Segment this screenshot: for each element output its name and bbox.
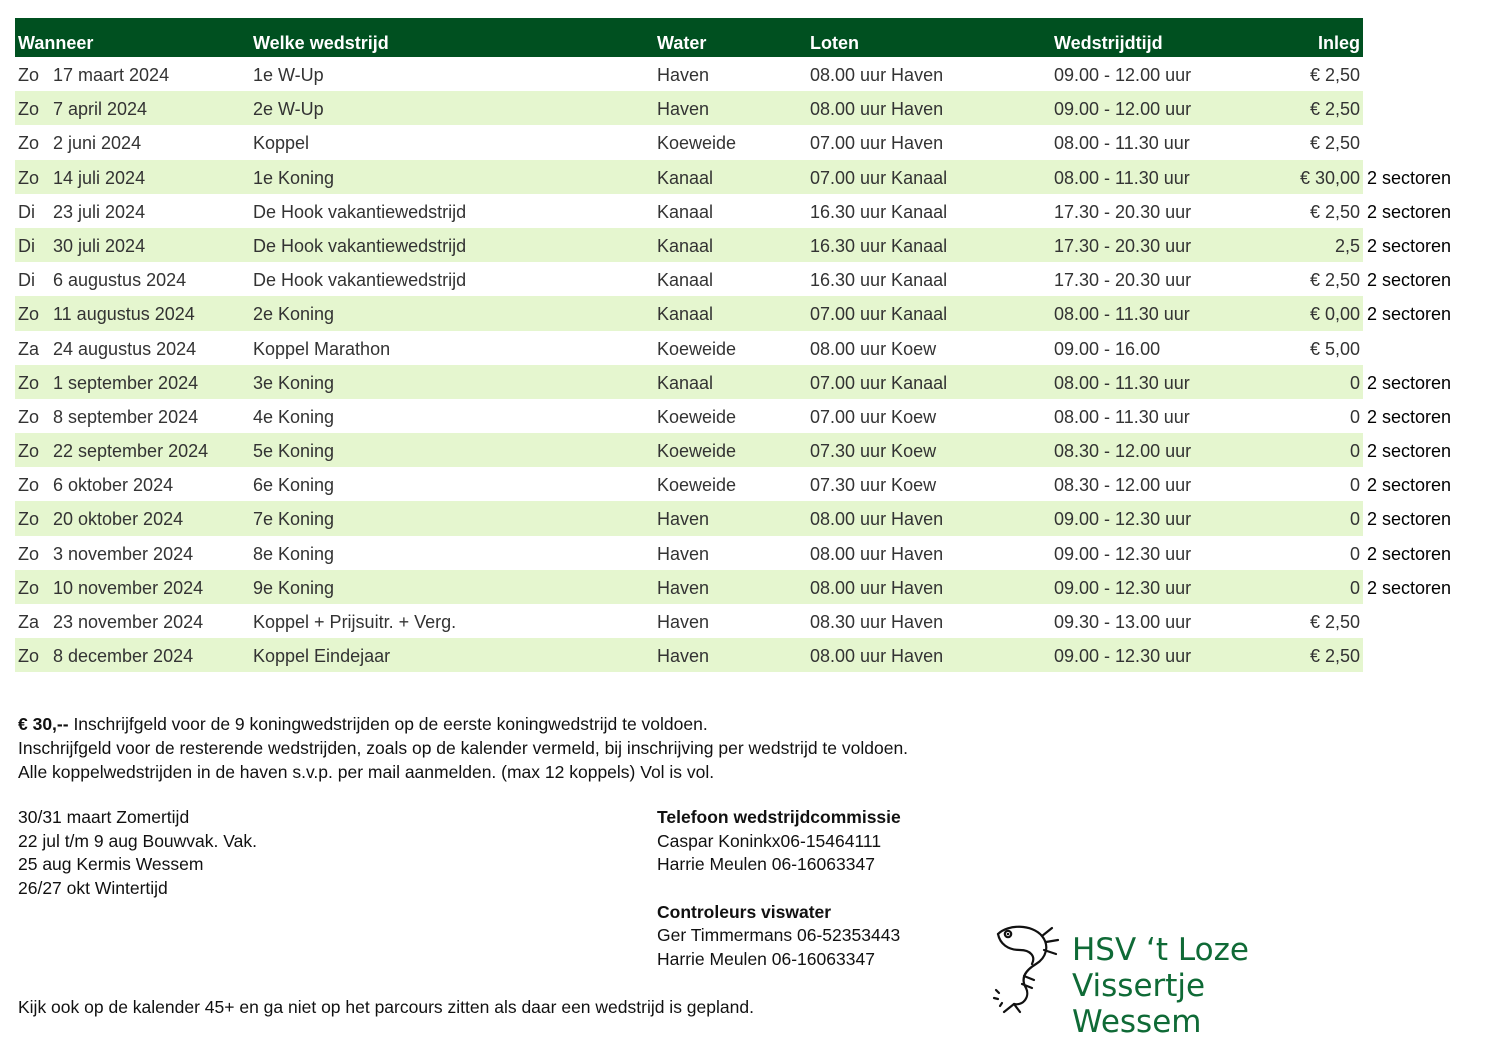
fee-amount: € 30,--: [18, 714, 69, 734]
cell-sectors: 2 sectoren: [1367, 509, 1452, 530]
cell-time: 08.00 - 11.30 uur: [1054, 167, 1190, 188]
cell-fee: € 0,00: [1309, 304, 1360, 325]
cell-time: 08.00 - 11.30 uur: [1054, 133, 1190, 154]
cell-match: De Hook vakantiewedstrijd: [253, 201, 467, 222]
cell-fee: 2,5: [1334, 235, 1360, 256]
special-dates: [18, 806, 257, 900]
logo-text: [1072, 932, 1370, 1040]
cell-day: Zo: [18, 475, 40, 496]
cell-match: 4e Koning: [253, 406, 335, 427]
logo-line-2: Wessem: [1072, 1004, 1202, 1040]
cell-water: Haven: [657, 65, 710, 85]
cell-fee: 0: [1349, 441, 1360, 462]
cell-date: 23 november 2024: [53, 612, 204, 632]
cell-match: 9e Koning: [253, 577, 335, 598]
cell-fee: € 2,50: [1309, 65, 1360, 85]
table-row: [15, 399, 1452, 433]
cell-date: 17 maart 2024: [53, 65, 170, 85]
cell-date: 7 april 2024: [53, 99, 148, 120]
table-row: [15, 91, 1363, 125]
cell-day: Zo: [18, 167, 40, 188]
cell-time: 09.00 - 12.30 uur: [1054, 577, 1192, 598]
cell-day: Zo: [18, 372, 40, 393]
footer-note: Kijk ook op de kalender 45+ en ga niet op het parcours zitten als daar een wedstrijd is gepland.: [18, 997, 754, 1017]
cell-sectors: 2 sectoren: [1367, 201, 1452, 222]
cell-draw: 16.30 uur Kanaal: [810, 201, 948, 222]
table-row: [15, 160, 1452, 194]
cell-match: 2e W-Up: [253, 99, 324, 120]
cell-draw: 07.00 uur Kanaal: [810, 167, 948, 188]
cell-day: Za: [18, 612, 40, 632]
phone-title: Telefoon wedstrijdcommissie: [657, 807, 901, 827]
cell-draw: 07.00 uur Koew: [810, 406, 937, 427]
cell-time: 09.00 - 12.30 uur: [1054, 646, 1192, 667]
phone-entry: Caspar Koninkx06-15464111: [657, 830, 882, 851]
cell-match: 5e Koning: [253, 441, 335, 462]
cell-match: Koppel: [253, 133, 310, 154]
cell-date: 2 juni 2024: [53, 133, 142, 154]
cell-date: 24 augustus 2024: [53, 338, 197, 359]
contact-info: [657, 806, 901, 971]
cell-water: Haven: [657, 99, 710, 120]
cell-sectors: 2 sectoren: [1367, 235, 1452, 256]
table-row: [15, 536, 1452, 570]
fee-note-2: Inschrijfgeld voor de resterende wedstrijden, zoals op de kalender vermeld, bij inschrijving per wedstrijd te voldoen.: [18, 738, 909, 758]
cell-day: Di: [18, 201, 35, 222]
cell-draw: 08.00 uur Haven: [810, 577, 944, 598]
cell-fee: € 30,00: [1299, 167, 1360, 188]
cell-day: Zo: [18, 543, 40, 564]
cell-fee: 0: [1349, 577, 1360, 598]
cell-water: Koeweide: [657, 441, 737, 462]
schedule-table: [15, 18, 1452, 672]
cell-draw: 08.30 uur Haven: [810, 612, 944, 632]
cell-fee: 0: [1349, 406, 1360, 427]
cell-date: 30 juli 2024: [53, 235, 146, 256]
cell-fee: 0: [1349, 372, 1360, 393]
cell-water: Kanaal: [657, 372, 714, 393]
cell-fee: € 2,50: [1309, 99, 1360, 120]
table-row: [15, 604, 1363, 638]
cell-fee: € 2,50: [1309, 201, 1360, 222]
cell-water: Koeweide: [657, 475, 737, 496]
cell-time: 08.00 - 11.30 uur: [1054, 304, 1190, 325]
fee-note-1: [18, 712, 908, 736]
table-row: [15, 262, 1452, 296]
cell-draw: 07.00 uur Kanaal: [810, 304, 948, 325]
cell-water: Koeweide: [657, 133, 737, 154]
cell-date: 10 november 2024: [53, 577, 204, 598]
header-loten: Loten: [810, 33, 859, 53]
cell-day: Za: [18, 338, 40, 359]
cell-water: Kanaal: [657, 235, 714, 256]
cell-day: Zo: [18, 406, 40, 427]
cell-fee: € 5,00: [1309, 338, 1360, 359]
table-row: [15, 194, 1452, 228]
phone-entry: Harrie Meulen 06-16063347: [657, 854, 875, 874]
cell-match: 3e Koning: [253, 372, 335, 393]
cell-sectors: 2 sectoren: [1367, 270, 1452, 291]
table-body: [15, 57, 1452, 672]
cell-draw: 07.00 uur Haven: [810, 133, 944, 154]
cell-fee: € 2,50: [1309, 612, 1360, 632]
cell-sectors: 2 sectoren: [1367, 543, 1452, 564]
cell-time: 08.30 - 12.00 uur: [1054, 441, 1192, 462]
cell-time: 09.00 - 12.30 uur: [1054, 509, 1192, 530]
cell-day: Zo: [18, 99, 40, 120]
cell-water: Kanaal: [657, 270, 714, 291]
cell-time: 08.00 - 11.30 uur: [1054, 372, 1190, 393]
date-line: 30/31 maart Zomertijd: [18, 807, 190, 827]
table-row: [15, 57, 1363, 91]
header-wedstrijdtijd: Wedstrijdtijd: [1054, 33, 1163, 53]
table-row: [15, 433, 1452, 467]
cell-day: Zo: [18, 304, 40, 325]
cell-date: 8 december 2024: [53, 646, 194, 667]
cell-sectors: 2 sectoren: [1367, 577, 1452, 598]
cell-draw: 08.00 uur Haven: [810, 543, 944, 564]
cell-draw: 16.30 uur Kanaal: [810, 270, 948, 291]
cell-time: 17.30 - 20.30 uur: [1054, 235, 1192, 256]
cell-match: 2e Koning: [253, 304, 335, 325]
cell-draw: 16.30 uur Kanaal: [810, 235, 948, 256]
cell-draw: 08.00 uur Haven: [810, 509, 944, 530]
fee-note-3: Alle koppelwedstrijden in de haven s.v.p. per mail aanmelden. (max 12 koppels) Vol is vol.: [18, 762, 715, 782]
cell-date: 3 november 2024: [53, 543, 194, 564]
header-water: Water: [657, 33, 707, 53]
control-title: Controleurs viswater: [657, 901, 832, 922]
cell-day: Di: [18, 270, 35, 291]
cell-sectors: 2 sectoren: [1367, 167, 1452, 188]
table-row: [15, 638, 1363, 672]
cell-time: 09.00 - 12.00 uur: [1054, 99, 1192, 120]
cell-match: 1e W-Up: [253, 65, 324, 85]
cell-date: 20 oktober 2024: [53, 509, 184, 530]
cell-time: 09.00 - 12.30 uur: [1054, 543, 1192, 564]
cell-date: 23 juli 2024: [53, 201, 146, 222]
cell-match: 6e Koning: [253, 475, 335, 496]
table-row: [15, 228, 1452, 262]
control-entry: Harrie Meulen 06-16063347: [657, 948, 875, 969]
cell-day: Zo: [18, 65, 40, 85]
cell-water: Haven: [657, 543, 710, 564]
cell-day: Zo: [18, 577, 40, 598]
fish-icon: [990, 920, 1065, 1015]
cell-date: 8 september 2024: [53, 406, 199, 427]
table-header: [15, 18, 1363, 57]
cell-water: Kanaal: [657, 167, 714, 188]
cell-sectors: 2 sectoren: [1367, 475, 1452, 496]
cell-water: Kanaal: [657, 304, 714, 325]
header-wanneer: Wanneer: [18, 33, 94, 53]
date-line: 26/27 okt Wintertijd: [18, 877, 168, 898]
cell-date: 1 september 2024: [53, 372, 199, 393]
fee-notes: [18, 712, 908, 784]
cell-time: 09.30 - 13.00 uur: [1054, 612, 1192, 632]
cell-fee: 0: [1349, 543, 1360, 564]
cell-sectors: 2 sectoren: [1367, 372, 1452, 393]
cell-draw: 07.00 uur Kanaal: [810, 372, 948, 393]
club-logo: [990, 920, 1370, 1040]
table-row: [15, 296, 1452, 330]
cell-fee: € 2,50: [1309, 270, 1360, 291]
cell-match: De Hook vakantiewedstrijd: [253, 235, 467, 256]
date-line: 22 jul t/m 9 aug Bouwvak. Vak.: [18, 830, 257, 851]
cell-time: 17.30 - 20.30 uur: [1054, 270, 1192, 291]
cell-water: Haven: [657, 612, 710, 632]
table-row: [15, 365, 1452, 399]
cell-draw: 08.00 uur Haven: [810, 646, 944, 667]
cell-water: Kanaal: [657, 201, 714, 222]
cell-fee: 0: [1349, 509, 1360, 530]
cell-match: 8e Koning: [253, 543, 335, 564]
cell-draw: 08.00 uur Haven: [810, 99, 944, 120]
cell-water: Haven: [657, 509, 710, 530]
table-row: [15, 331, 1363, 365]
fee-note-1-text: Inschrijfgeld voor de 9 koningwedstrijden op de eerste koningwedstrijd te voldoen.: [68, 714, 708, 734]
control-entry: Ger Timmermans 06-52353443: [657, 925, 901, 945]
cell-water: Koeweide: [657, 338, 737, 359]
cell-draw: 07.30 uur Koew: [810, 441, 937, 462]
table-row: [15, 467, 1452, 501]
cell-draw: 07.30 uur Koew: [810, 475, 937, 496]
cell-sectors: 2 sectoren: [1367, 304, 1452, 325]
cell-time: 08.00 - 11.30 uur: [1054, 406, 1190, 427]
cell-fee: 0: [1349, 475, 1360, 496]
cell-date: 6 oktober 2024: [53, 475, 174, 496]
cell-day: Zo: [18, 133, 40, 154]
cell-day: Zo: [18, 441, 40, 462]
table-row: [15, 501, 1452, 535]
cell-match: Koppel Marathon: [253, 338, 391, 359]
cell-water: Haven: [657, 646, 710, 667]
cell-match: Koppel + Prijsuitr. + Verg.: [253, 612, 457, 632]
cell-day: Di: [18, 235, 35, 256]
cell-match: Koppel Eindejaar: [253, 646, 391, 667]
date-line: 25 aug Kermis Wessem: [18, 854, 204, 874]
cell-sectors: 2 sectoren: [1367, 406, 1452, 427]
cell-date: 6 augustus 2024: [53, 270, 187, 291]
cell-fee: € 2,50: [1309, 133, 1360, 154]
logo-line-1: HSV ‘t Loze Vissertje: [1072, 932, 1249, 1004]
cell-match: 1e Koning: [253, 167, 335, 188]
cell-time: 09.00 - 12.00 uur: [1054, 65, 1192, 85]
table-row: [15, 125, 1363, 159]
cell-fee: € 2,50: [1309, 646, 1360, 667]
cell-sectors: 2 sectoren: [1367, 441, 1452, 462]
cell-time: 17.30 - 20.30 uur: [1054, 201, 1192, 222]
cell-day: Zo: [18, 646, 40, 667]
cell-match: 7e Koning: [253, 509, 335, 530]
cell-match: De Hook vakantiewedstrijd: [253, 270, 467, 291]
table-row: [15, 570, 1452, 604]
header-welke-wedstrijd: Welke wedstrijd: [253, 33, 389, 53]
cell-draw: 08.00 uur Haven: [810, 65, 944, 85]
header-inleg: Inleg: [1317, 33, 1360, 53]
cell-day: Zo: [18, 509, 40, 530]
cell-date: 14 juli 2024: [53, 167, 146, 188]
cell-time: 08.30 - 12.00 uur: [1054, 475, 1192, 496]
cell-date: 22 september 2024: [53, 441, 209, 462]
cell-water: Haven: [657, 577, 710, 598]
cell-date: 11 augustus 2024: [53, 304, 195, 325]
cell-draw: 08.00 uur Koew: [810, 338, 937, 359]
cell-water: Koeweide: [657, 406, 737, 427]
cell-time: 09.00 - 16.00: [1054, 338, 1161, 359]
